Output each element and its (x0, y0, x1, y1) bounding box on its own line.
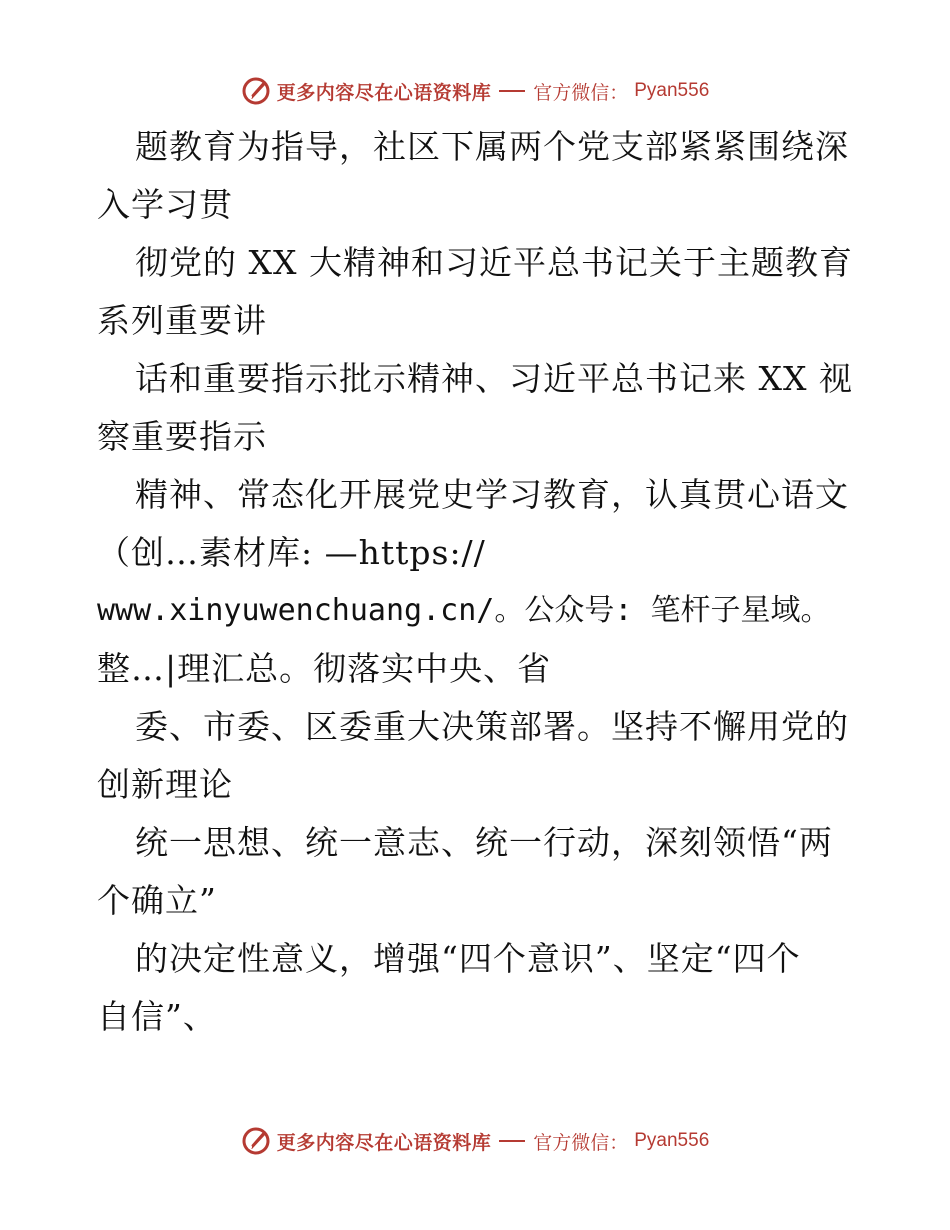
document-body (97, 118, 855, 1046)
quill-circle-logo-icon (241, 1126, 271, 1156)
body-line-11: 委、市委、区委重大决策部署。坚持不懈用党的 (135, 707, 849, 746)
footer-sub-text: 官方微信： (533, 1131, 629, 1154)
body-line-10: 整…|理汇总。彻落实中央、省 (97, 649, 552, 688)
body-line-2: 入学习贯 (97, 185, 233, 224)
header-brand-text: 更多内容尽在心语资料库 (276, 81, 492, 104)
footer-banner (0, 1121, 950, 1161)
body-line-7: 精神、常态化开展党史学习教育，认真贯心语文 (135, 475, 849, 514)
body-line-1: 题教育为指导，社区下属两个党支部紧紧围绕深 (135, 127, 849, 166)
quill-circle-logo-icon (241, 76, 271, 106)
body-line-9: www.xinyuwenchuang.cn/。公众号: 笔杆子星域。 (97, 593, 831, 628)
header-banner (0, 71, 950, 111)
body-line-16: 自信”、 (97, 997, 217, 1036)
body-line-12: 创新理论 (97, 765, 233, 804)
footer-brand-text: 更多内容尽在心语资料库 (276, 1131, 492, 1154)
body-line-6: 察重要指示 (97, 417, 267, 456)
header-sub-text: 官方微信： (533, 81, 629, 104)
body-line-15: 的决定性意义，增强“四个意识”、坚定“四个 (135, 939, 801, 978)
body-line-3: 彻党的 XX 大精神和习近平总书记关于主题教育 (135, 243, 853, 282)
body-line-8: （创…素材库: —https:// (97, 533, 486, 572)
header-wechat-id: Pyan556 (634, 80, 710, 101)
body-line-5: 话和重要指示批示精神、习近平总书记来 XX 视 (135, 359, 853, 398)
footer-wechat-id: Pyan556 (634, 1130, 710, 1151)
body-line-4: 系列重要讲 (97, 301, 267, 340)
body-line-13: 统一思想、统一意志、统一行动，深刻领悟“两 (135, 823, 833, 862)
body-line-14: 个确立” (97, 881, 217, 920)
header-dash (499, 90, 525, 92)
footer-dash (499, 1140, 525, 1142)
